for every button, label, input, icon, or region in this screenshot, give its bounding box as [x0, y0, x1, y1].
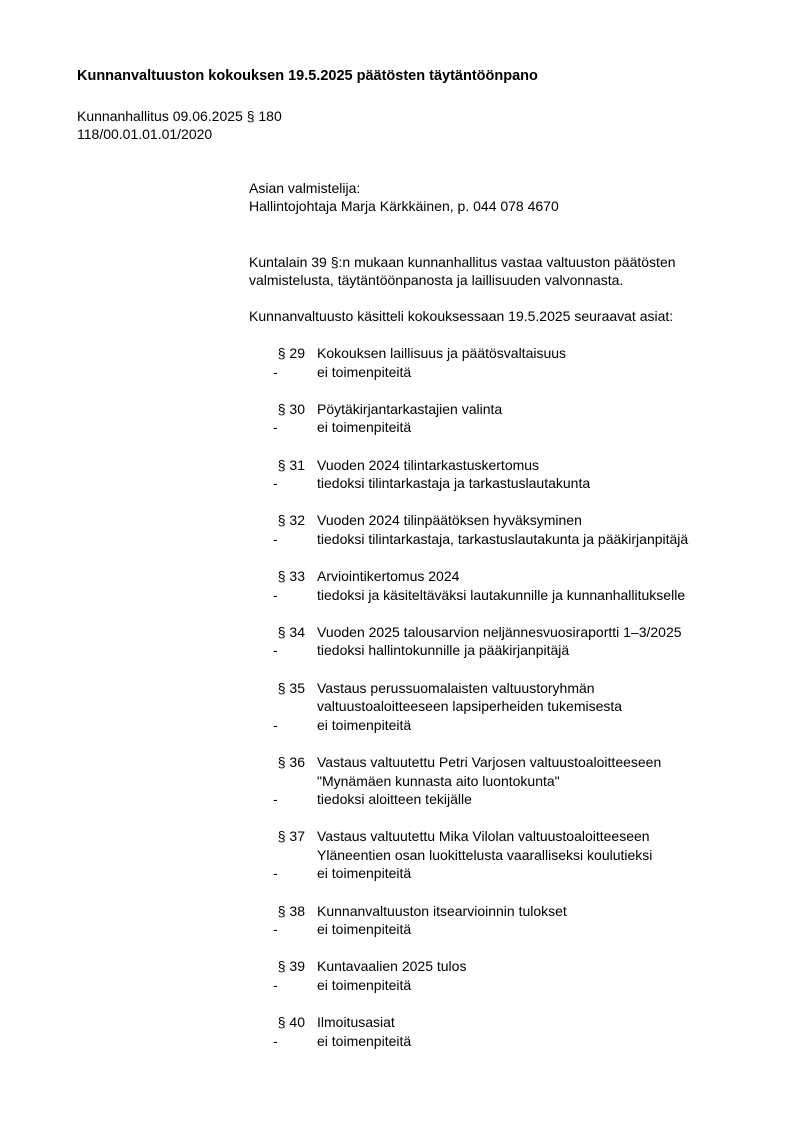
- agenda-item-title: Arviointikertomus 2024: [317, 568, 460, 585]
- section-number: [249, 827, 305, 846]
- agenda-item-title: Vastaus valtuutettu Mika Vilolan valtuustoaloitteeseen: [317, 828, 650, 845]
- section-number: [249, 697, 305, 716]
- agenda-item: [249, 456, 739, 493]
- lead-sentence: Kunnanvaltuusto käsitteli kokouksessaan 19.5.2025 seuraavat asiat:: [249, 308, 674, 324]
- agenda-item: [249, 679, 739, 735]
- section-number: [249, 623, 305, 642]
- preparer-label: Asian valmistelija:: [249, 180, 361, 196]
- agenda-item-row: [249, 400, 739, 419]
- agenda-item-title: Vuoden 2025 talousarvion neljännesvuosiraportti 1–3/2025: [317, 623, 682, 640]
- action-dash: -: [273, 530, 278, 547]
- action-dash: -: [273, 976, 278, 993]
- action-dash: -: [273, 865, 278, 882]
- section-number: [249, 344, 305, 363]
- section-number: [249, 567, 305, 586]
- agenda-item-row: [249, 344, 739, 363]
- action-dash: -: [273, 1032, 278, 1049]
- agenda-item-title: Kunnanvaltuuston itsearvioinnin tulokset: [317, 902, 567, 919]
- agenda-item-action-row: [249, 418, 739, 437]
- action-dash: -: [273, 791, 278, 808]
- record-number: 118/00.01.01.01/2020: [77, 126, 213, 142]
- action-dash: -: [273, 475, 278, 492]
- agenda-item-action-row: [249, 530, 739, 549]
- agenda-item-action: tiedoksi tilintarkastaja ja tarkastuslautakunta: [317, 475, 591, 492]
- section-number-text: § 29: [277, 345, 305, 361]
- agenda-item-title: Ilmoitusasiat: [317, 1014, 395, 1031]
- section-number-text: § 32: [277, 512, 305, 529]
- agenda-item-row: [249, 456, 739, 475]
- agenda-item-row: [249, 679, 739, 698]
- agenda-item-row: [249, 827, 739, 846]
- agenda-item-action: tiedoksi tilintarkastaja, tarkastuslautakunta ja pääkirjanpitäjä: [317, 530, 689, 547]
- agenda-item-action-row: [249, 586, 739, 605]
- action-dash: -: [273, 921, 278, 938]
- agenda-item-title: valtuustoaloitteeseen lapsiperheiden tukemisesta: [317, 698, 623, 715]
- section-number-text: § 36: [277, 754, 305, 771]
- agenda-item-title: Pöytäkirjantarkastajien valinta: [317, 400, 503, 417]
- agenda-item-action-row: [249, 920, 739, 939]
- action-dash: -: [273, 586, 278, 603]
- section-number: [249, 1013, 305, 1032]
- section-number: [249, 957, 305, 976]
- agenda-item: [249, 400, 739, 437]
- meeting-reference: [77, 107, 282, 143]
- intro-paragraph: [249, 253, 739, 289]
- section-number-text: § 30: [277, 400, 305, 417]
- agenda-item-title: Kokouksen laillisuus ja päätösvaltaisuus: [317, 345, 567, 361]
- agenda-item-action: tiedoksi ja käsiteltäväksi lautakunnille ja kunnanhallitukselle: [317, 586, 686, 603]
- agenda-item-title: Vastaus valtuutettu Petri Varjosen valtuustoaloitteeseen: [317, 754, 662, 771]
- agenda-list: [249, 344, 739, 1050]
- agenda-item-action-row: [249, 976, 739, 995]
- agenda-item-row: [249, 697, 739, 716]
- agenda-item-row: [249, 1013, 739, 1032]
- section-number: [249, 400, 305, 419]
- agenda-item-row: [249, 511, 739, 530]
- agenda-item-row: [249, 772, 739, 791]
- agenda-item-row: [249, 623, 739, 642]
- agenda-item-row: [249, 902, 739, 921]
- agenda-item: [249, 623, 739, 660]
- agenda-item: [249, 902, 739, 939]
- agenda-item-row: [249, 957, 739, 976]
- agenda-item: [249, 753, 739, 809]
- agenda-item-title: Vuoden 2024 tilinpäätöksen hyväksyminen: [317, 512, 582, 529]
- agenda-item-action: ei toimenpiteitä: [317, 419, 412, 436]
- section-number: [249, 753, 305, 772]
- meeting-line: Kunnanhallitus 09.06.2025 § 180: [77, 108, 282, 124]
- agenda-item-title: Yläneentien osan luokittelusta vaaralliseksi koulutieksi: [317, 846, 653, 863]
- preparer-block: [249, 179, 739, 215]
- section-number: [249, 846, 305, 865]
- agenda-item: [249, 1013, 739, 1050]
- agenda-item-row: [249, 567, 739, 586]
- section-number: [249, 902, 305, 921]
- document-title: Kunnanvaltuuston kokouksen 19.5.2025 päätösten täytäntöönpano: [77, 68, 538, 84]
- agenda-item-title: Vuoden 2024 tilintarkastuskertomus: [317, 456, 540, 473]
- section-number-text: § 35: [277, 679, 305, 696]
- agenda-item-action: ei toimenpiteitä: [317, 1032, 412, 1049]
- agenda-item-action: ei toimenpiteitä: [317, 976, 412, 993]
- agenda-item-row: [249, 753, 739, 772]
- agenda-item-action: ei toimenpiteitä: [317, 921, 412, 938]
- section-number-text: § 33: [277, 568, 305, 585]
- action-dash: -: [273, 419, 278, 436]
- action-dash: -: [273, 363, 278, 380]
- agenda-item: [249, 827, 739, 883]
- section-number-text: § 31: [277, 456, 305, 473]
- agenda-item-action: tiedoksi aloitteen tekijälle: [317, 791, 472, 808]
- agenda-item: [249, 511, 739, 548]
- section-number-text: § 38: [277, 902, 305, 919]
- agenda-item-action: ei toimenpiteitä: [317, 865, 412, 882]
- intro-line: Kuntalain 39 §:n mukaan kunnanhallitus vastaa valtuuston päätösten: [249, 254, 676, 270]
- section-number: [249, 772, 305, 791]
- agenda-item-action: ei toimenpiteitä: [317, 363, 412, 380]
- agenda-item-action-row: [249, 716, 739, 735]
- section-number-text: § 40: [277, 1014, 305, 1031]
- agenda-item-title: Kuntavaalien 2025 tulos: [317, 958, 467, 975]
- agenda-item-action-row: [249, 474, 739, 493]
- section-number-text: § 39: [277, 958, 305, 975]
- section-number-text: § 37: [277, 828, 305, 845]
- agenda-item-action: tiedoksi hallintokunnille ja pääkirjanpitäjä: [317, 642, 570, 659]
- agenda-item-action-row: [249, 1032, 739, 1051]
- section-number-text: § 34: [277, 623, 305, 640]
- agenda-item: [249, 344, 739, 381]
- preparer-name: Hallintojohtaja Marja Kärkkäinen, p. 044 078 4670: [249, 198, 559, 214]
- agenda-item-action-row: [249, 641, 739, 660]
- agenda-item-action-row: [249, 790, 739, 809]
- agenda-item: [249, 567, 739, 604]
- agenda-item-action-row: [249, 864, 739, 883]
- action-dash: -: [273, 642, 278, 659]
- section-number: [249, 456, 305, 475]
- document-body: [249, 179, 739, 1069]
- section-number: [249, 679, 305, 698]
- action-dash: -: [273, 716, 278, 733]
- agenda-item-title: "Mynämäen kunnasta aito luontokunta": [317, 772, 560, 789]
- agenda-item-title: Vastaus perussuomalaisten valtuustoryhmän: [317, 679, 595, 696]
- agenda-item-action-row: [249, 363, 739, 382]
- section-number: [249, 511, 305, 530]
- agenda-item: [249, 957, 739, 994]
- agenda-item-action: ei toimenpiteitä: [317, 716, 412, 733]
- agenda-item-row: [249, 846, 739, 865]
- intro-line: valmistelusta, täytäntöönpanosta ja laillisuuden valvonnasta.: [249, 272, 624, 288]
